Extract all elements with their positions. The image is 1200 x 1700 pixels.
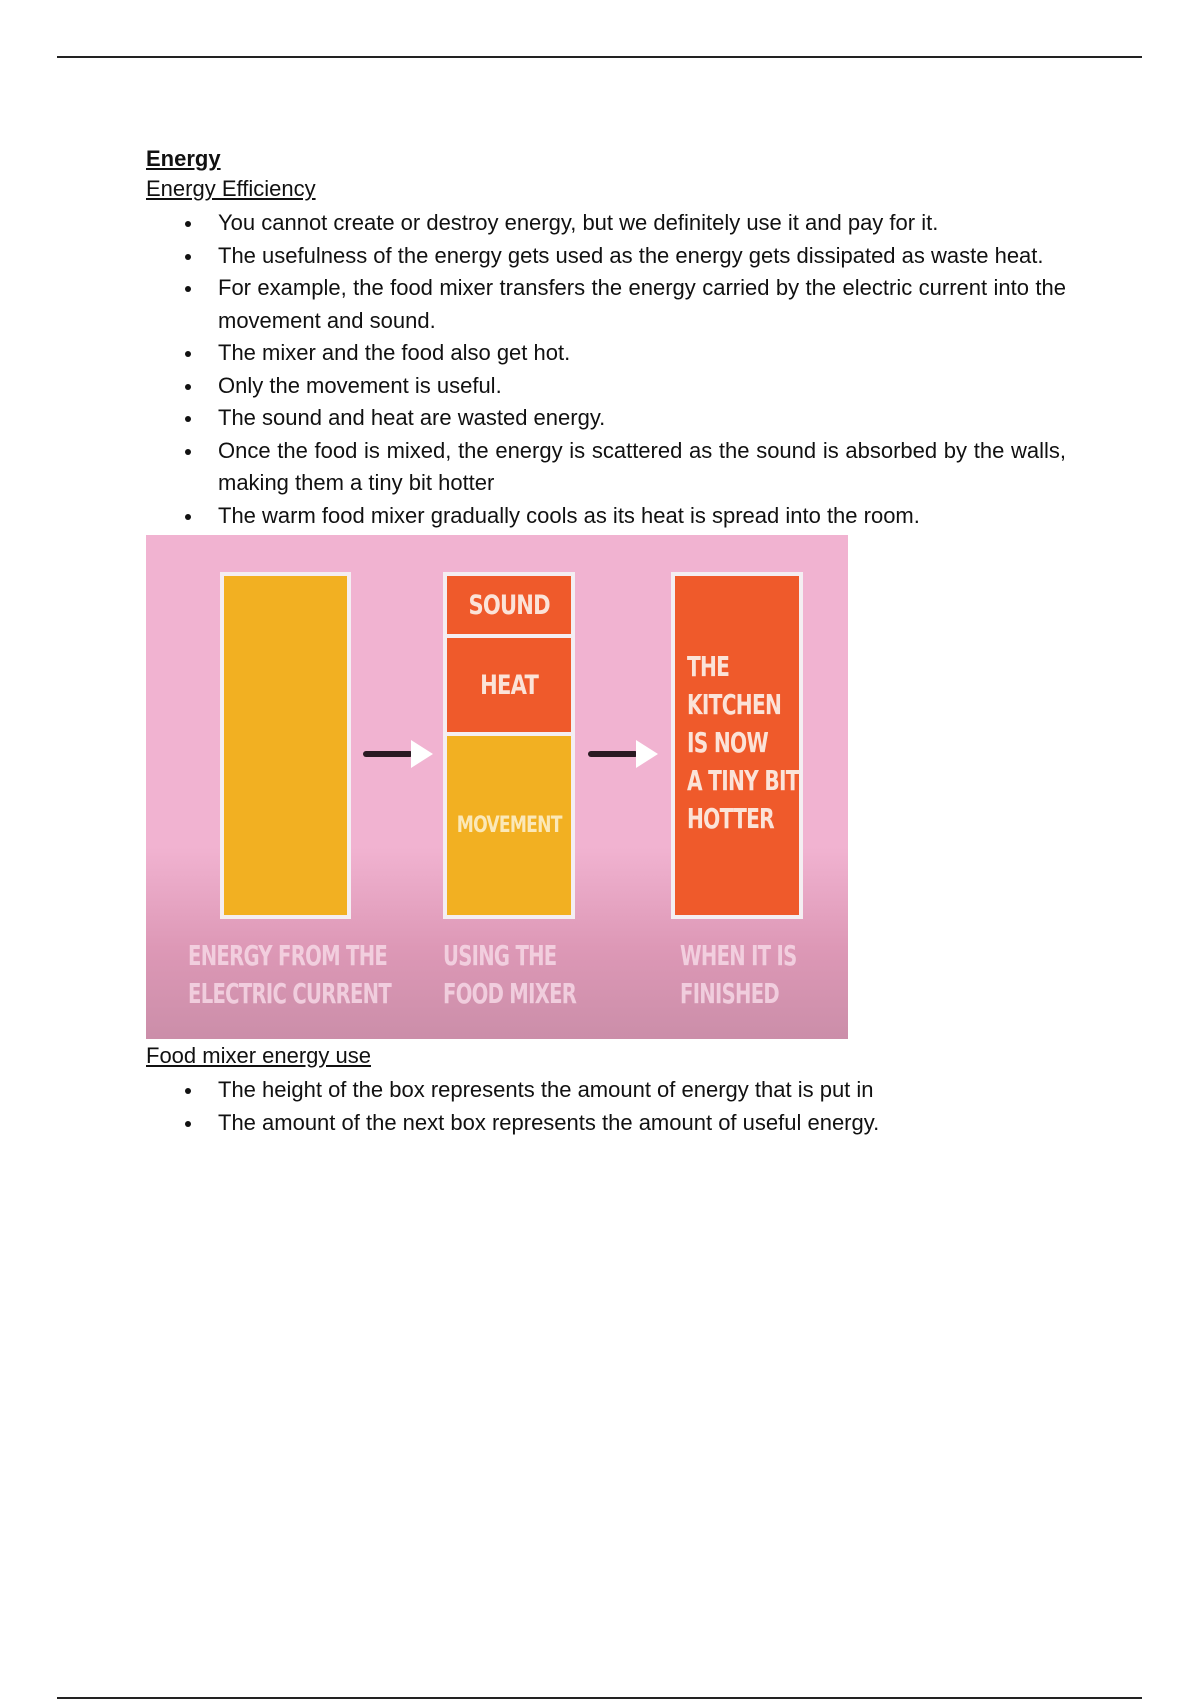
heat-segment: HEAT: [443, 634, 575, 736]
list-item: The usefulness of the energy gets used as the energy gets dissipated as waste heat.: [146, 240, 1066, 273]
list-item: Only the movement is useful.: [146, 370, 1066, 403]
list-item: You cannot create or destroy energy, but we definitely use it and pay for it.: [146, 207, 1066, 240]
list-item: The amount of the next box represents the amount of useful energy.: [146, 1107, 1066, 1140]
top-rule: [57, 56, 1142, 58]
list-item: The warm food mixer gradually cools as its heat is spread into the room.: [146, 500, 1066, 533]
section-heading-energy-efficiency: Energy Efficiency: [146, 176, 316, 201]
section-heading-food-mixer-energy-use: Food mixer energy use: [146, 1043, 371, 1068]
bullet-list-energy-efficiency: [146, 207, 1066, 532]
list-item: Once the food is mixed, the energy is scattered as the sound is absorbed by the walls, making them a tiny bit hotter: [146, 435, 1066, 500]
output-box-text: THE KITCHEN IS NOW A TINY BIT HOTTER: [687, 650, 799, 835]
list-item: The mixer and the food also get hot.: [146, 337, 1066, 370]
caption-energy-from-current: ENERGY FROM THE ELECTRIC CURRENT: [188, 939, 392, 1010]
caption-when-finished: WHEN IT IS FINISHED: [680, 939, 797, 1010]
caption-using-food-mixer: USING THE FOOD MIXER: [443, 939, 577, 1010]
list-item: The height of the box represents the amount of energy that is put in: [146, 1074, 1066, 1107]
bottom-rule: [57, 1697, 1142, 1699]
energy-transfer-diagram: [146, 535, 848, 1039]
movement-segment: MOVEMENT: [443, 732, 575, 919]
sound-segment: SOUND: [443, 572, 575, 638]
output-energy-box: [671, 572, 803, 919]
input-energy-box: [220, 572, 351, 919]
list-item: For example, the food mixer transfers the energy carried by the electric current into the movement and sound.: [146, 272, 1066, 337]
bullet-list-food-mixer: [146, 1074, 1066, 1139]
list-item: The sound and heat are wasted energy.: [146, 402, 1066, 435]
document-title: Energy: [146, 146, 221, 171]
document-body: [146, 144, 1066, 1139]
mixer-energy-stack: [443, 572, 575, 919]
